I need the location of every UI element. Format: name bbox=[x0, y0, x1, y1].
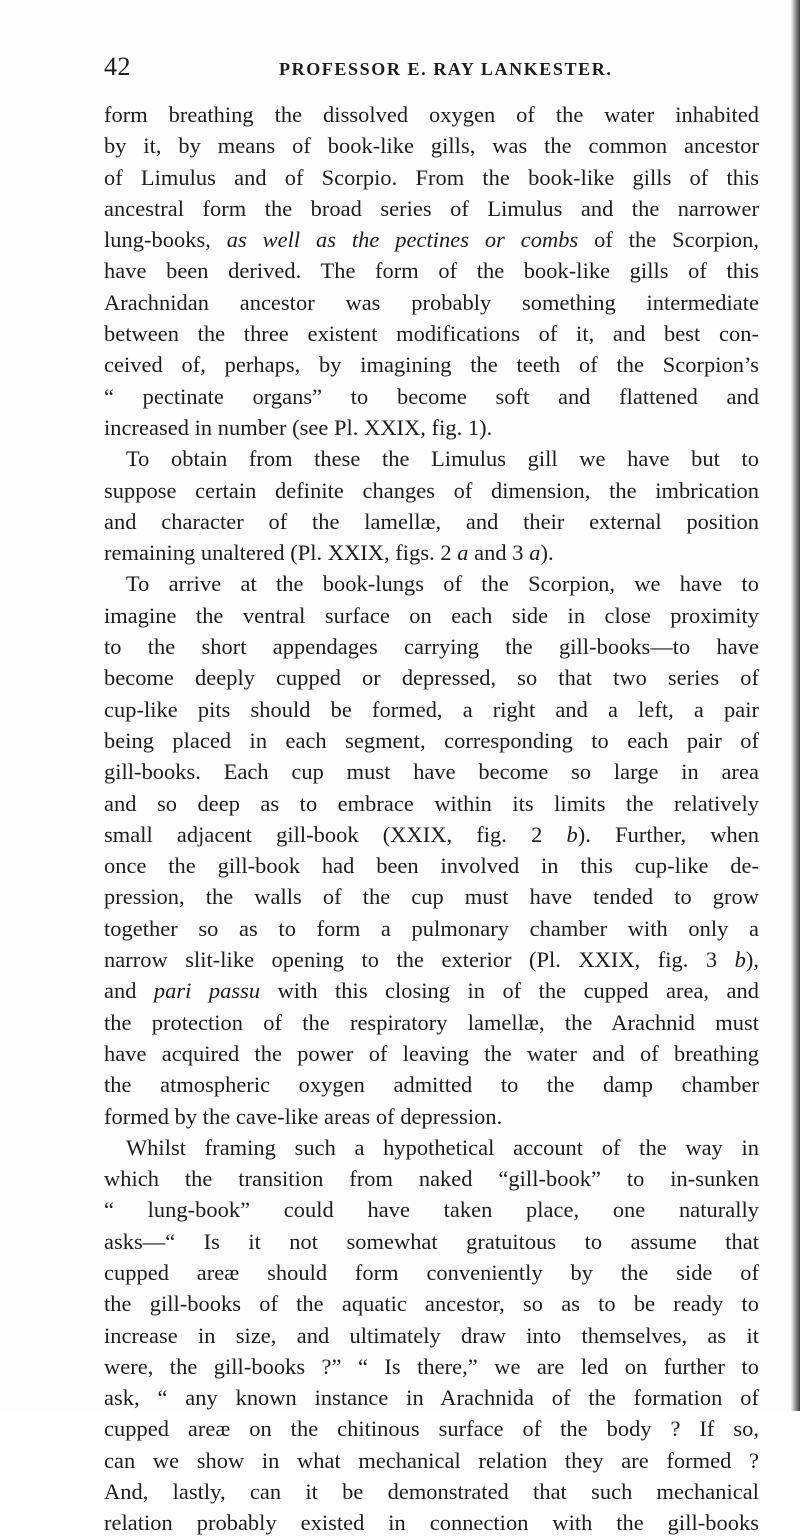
text-line: together so as to form a pulmonary chamber with only a bbox=[104, 915, 759, 941]
text-line: have been derived. The form of the book-like gills of this bbox=[104, 258, 759, 284]
text-line: by it, by means of book-like gills, was the common ancestor bbox=[104, 133, 759, 159]
text-line: “ lung-book” could have taken place, one naturally bbox=[104, 1197, 759, 1223]
text-line: which the transition from naked “gill-book” to in-sunken bbox=[104, 1166, 759, 1192]
page-number: 42 bbox=[104, 52, 131, 81]
text-line: relation probably existed in connection with the gill-books bbox=[104, 1510, 759, 1536]
text-line: cupped areæ on the chitinous surface of the body ? If so, bbox=[104, 1416, 759, 1442]
text-line: and character of the lamellæ, and their external position bbox=[104, 508, 759, 534]
text-line: lung-books, as well as the pectines or combs of the Scorpion, bbox=[104, 227, 759, 253]
italic-letter: a bbox=[457, 540, 469, 566]
text-line: ask, “ any known instance in Arachnida of the formation of bbox=[104, 1385, 759, 1411]
text-line: the protection of the respiratory lamellæ, the Arachnid must bbox=[104, 1009, 759, 1035]
italic-phrase: pari passu bbox=[153, 978, 261, 1004]
text-line: cup-like pits should be formed, a right and a left, a pair bbox=[104, 696, 759, 722]
paragraph-start-line: To obtain from these the Limulus gill we have but to bbox=[126, 446, 759, 472]
text-line: Arachnidan ancestor was probably something intermediate bbox=[104, 289, 759, 315]
text-line: were, the gill-books ?” “ Is there,” we are led on further to bbox=[104, 1353, 759, 1379]
text-line: once the gill-book had been involved in this cup-like de- bbox=[104, 853, 759, 879]
text-line: the atmospheric oxygen admitted to the damp chamber bbox=[104, 1072, 759, 1098]
italic-letter: a bbox=[529, 540, 541, 566]
text-line: ancestral form the broad series of Limulus and the narrower bbox=[104, 195, 759, 221]
text-line: “ pectinate organs” to become soft and flattened and bbox=[104, 383, 759, 409]
text-line: and pari passu with this closing in of the cupped area, and bbox=[104, 978, 759, 1004]
italic-letter: b bbox=[566, 821, 578, 847]
text-line: pression, the walls of the cup must have tended to grow bbox=[104, 884, 759, 910]
italic-letter: b bbox=[734, 947, 746, 973]
text-line: small adjacent gill-book (XXIX, fig. 2 b). Further, when bbox=[104, 821, 759, 847]
text-line: ceived of, perhaps, by imagining the teeth of the Scorpion’s bbox=[104, 352, 759, 378]
text-line: to the short appendages carrying the gill-books—to have bbox=[104, 634, 759, 660]
text-line: And, lastly, can it be demonstrated that such mechanical bbox=[104, 1479, 759, 1505]
page-edge-shadow bbox=[791, 0, 800, 1411]
text-line: the gill-books of the aquatic ancestor, so as to be ready to bbox=[104, 1291, 759, 1317]
paragraph-start-line: Whilst framing such a hypothetical account of the way in bbox=[126, 1134, 759, 1160]
text-line: imagine the ventral surface on each side in close proximity bbox=[104, 602, 759, 628]
text-line: cupped areæ should form conveniently by the side of bbox=[104, 1259, 759, 1285]
text-line: gill-books. Each cup must have become so large in area bbox=[104, 759, 759, 785]
text-line: being placed in each segment, corresponding to each pair of bbox=[104, 727, 759, 753]
text-line: become deeply cupped or depressed, so that two series of bbox=[104, 665, 759, 691]
text-line: between the three existent modifications of it, and best con- bbox=[104, 321, 759, 347]
page-header bbox=[104, 47, 754, 87]
paragraph-end-line: increased in number (see Pl. XXIX, fig. 1). bbox=[104, 414, 493, 440]
text-line: and so deep as to embrace within its limits the relatively bbox=[104, 790, 759, 816]
paragraph-end-line: remaining unaltered (Pl. XXIX, figs. 2 a and 3 a). bbox=[104, 540, 554, 566]
text-line: of Limulus and of Scorpio. From the book-like gills of this bbox=[104, 164, 759, 190]
text-line: suppose certain definite changes of dimension, the imbrication bbox=[104, 477, 759, 503]
running-head: PROFESSOR E. RAY LANKESTER. bbox=[279, 59, 613, 79]
text-line: asks—“ Is it not somewhat gratuitous to assume that bbox=[104, 1228, 759, 1254]
paragraph-end-line: formed by the cave-like areas of depression. bbox=[104, 1103, 503, 1129]
text-line: have acquired the power of leaving the water and of breathing bbox=[104, 1040, 759, 1066]
text-line: narrow slit-like opening to the exterior (Pl. XXIX, fig. 3 b), bbox=[104, 947, 759, 973]
body-text bbox=[104, 99, 759, 1539]
italic-phrase: as well as the pectines or combs bbox=[226, 227, 579, 253]
text-line: can we show in what mechanical relation they are formed ? bbox=[104, 1447, 759, 1473]
paragraph-start-line: To arrive at the book-lungs of the Scorpion, we have to bbox=[126, 571, 759, 597]
text-line: form breathing the dissolved oxygen of the water inhabited bbox=[104, 102, 759, 127]
text-line: increase in size, and ultimately draw into themselves, as it bbox=[104, 1322, 759, 1348]
